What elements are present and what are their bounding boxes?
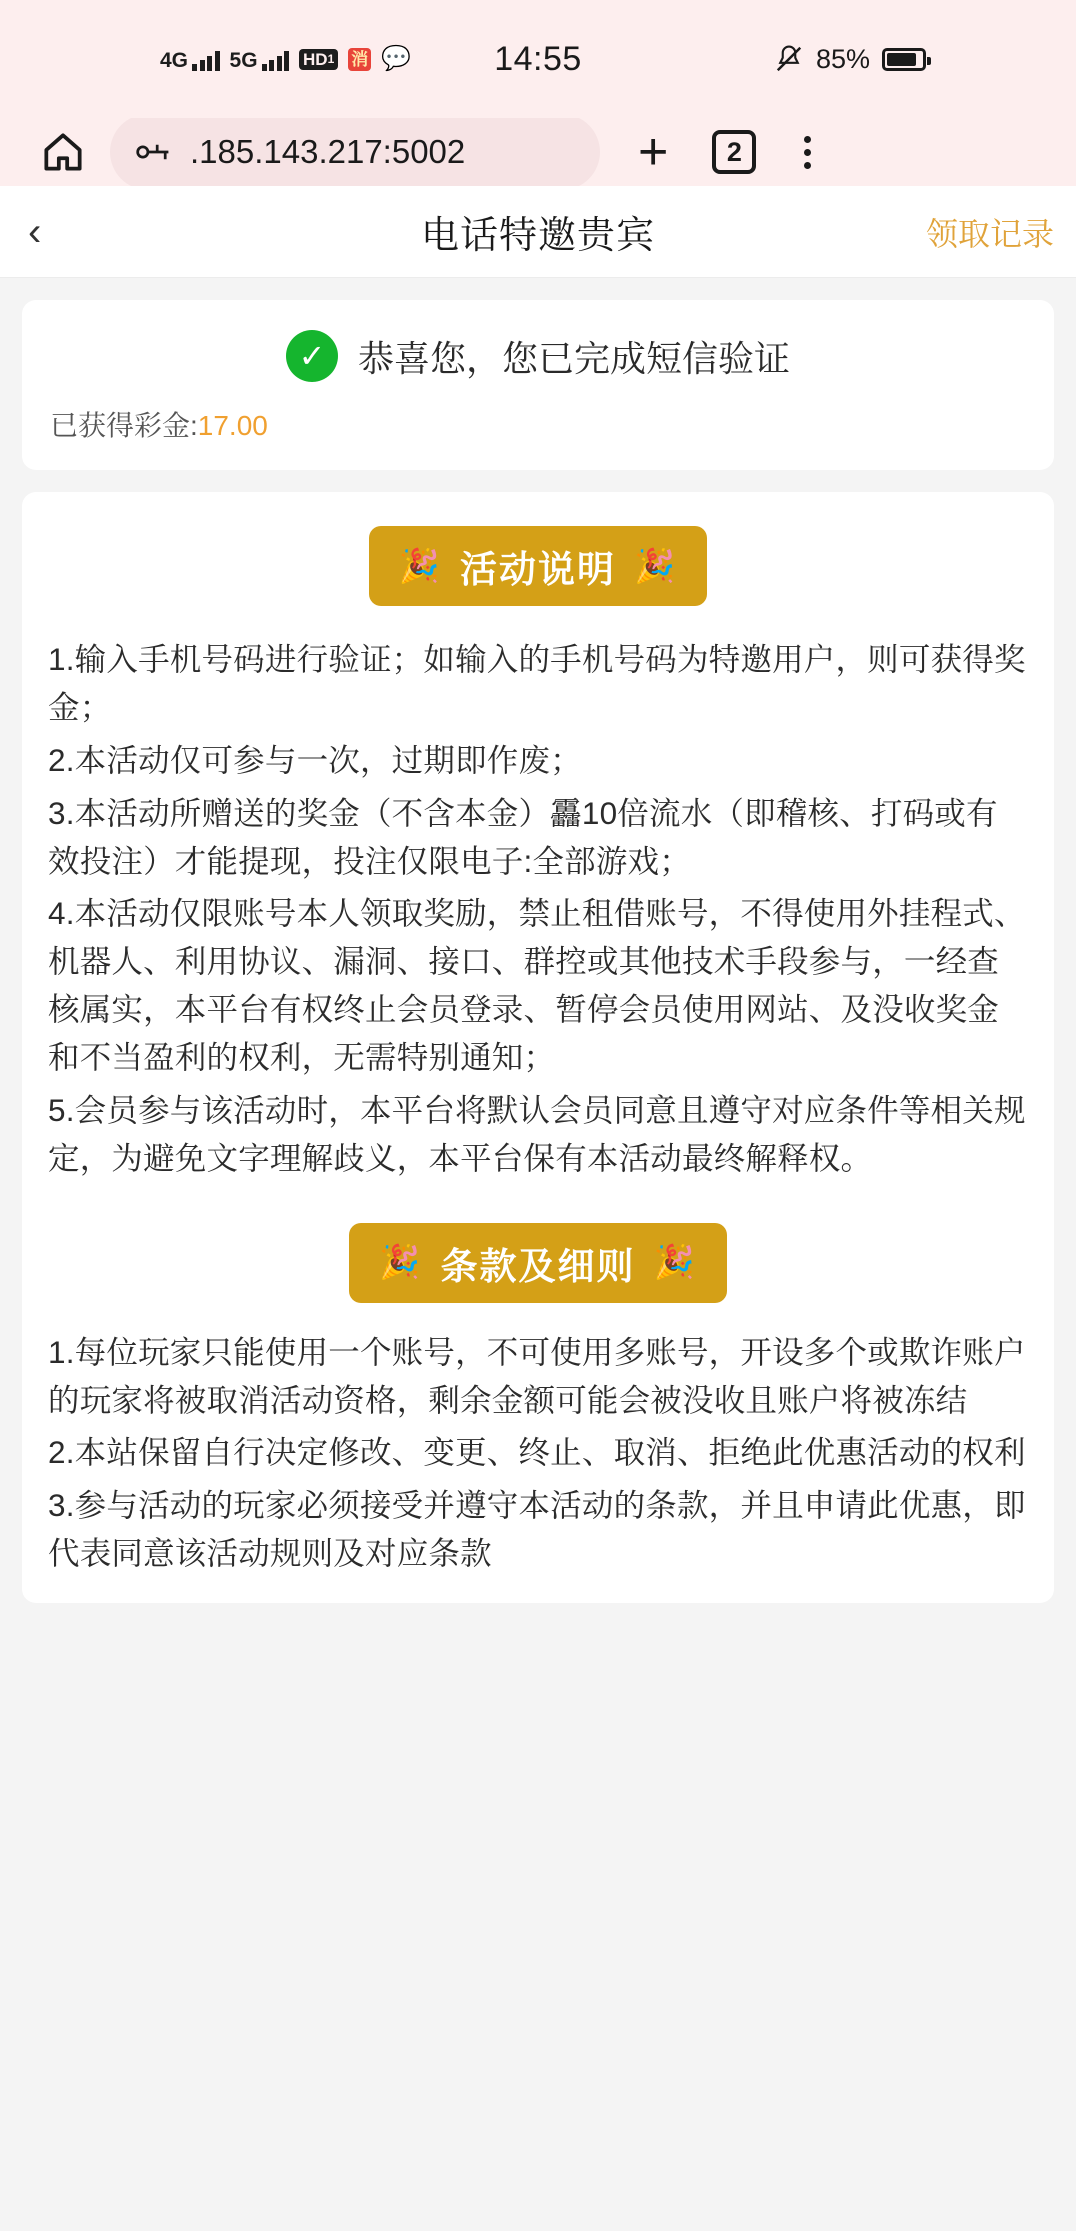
browser-toolbar [0, 118, 1076, 186]
hd-voice-icon [299, 49, 338, 70]
status-bar-right [774, 0, 926, 118]
mute-bell-icon [774, 42, 804, 76]
activity-rules-text [48, 636, 1028, 1183]
notification-badge-icon [348, 48, 371, 71]
address-bar[interactable] [110, 114, 600, 190]
terms-paragraph: 3.参与活动的玩家必须接受并遵守本活动的条款，并且申请此优惠，即代表同意该活动规则及对应条款 [48, 1487, 1026, 1572]
home-icon[interactable] [36, 125, 90, 179]
bonus-amount: 17.00 [197, 410, 268, 441]
address-bar-url: .185.143.217:5002 [190, 133, 466, 170]
hd-label: HD [303, 49, 328, 69]
success-message: 恭喜您，您已完成短信验证 [357, 337, 790, 379]
terms-paragraph: 2.本站保留自行决定修改、变更、终止、取消、拒绝此优惠活动的权利 [48, 1434, 1026, 1471]
rule-paragraph: 2.本活动仅可参与一次，过期即作废； [48, 741, 582, 778]
hd-sub-label: 1 [327, 52, 335, 66]
status-bar [0, 0, 1076, 118]
tab-switcher-button[interactable]: 2 [712, 130, 756, 174]
bonus-label: 已获得彩金: [50, 410, 198, 441]
permissions-icon [134, 136, 174, 168]
battery-icon [882, 48, 926, 71]
signal-bars-5g [262, 49, 290, 71]
terms-text [48, 1329, 1028, 1578]
status-bar-clock: 14:55 [494, 39, 582, 78]
status-bar-left [160, 0, 411, 118]
rule-paragraph: 3.本活动所赠送的奖金（不含本金）靐10倍流水（即稽核、打码或有效投注）才能提现，投注仅限电子:全部游戏； [48, 794, 998, 879]
page-title: 电话特邀贵宾 [420, 215, 655, 257]
success-row [50, 330, 1026, 382]
success-check-icon: ✓ [286, 330, 338, 382]
bonus-row [50, 404, 1026, 444]
notification-badge-label: 消 [351, 49, 369, 69]
party-popper-icon-left: 🎉 [379, 1243, 423, 1281]
activity-rules-title: 活动说明 [460, 549, 616, 590]
terms-title: 条款及细则 [440, 1245, 636, 1287]
network-4g-label: 4G [160, 48, 189, 72]
rule-paragraph: 4.本活动仅限账号本人领取奖励，禁止租借账号，不得使用外挂程式、机器人、利用协议、漏洞、接口、群控或其他技术手段参与，一经查核属实，本平台有权终止会员登录、暂停会员使用网站、及没收奖金和不当盈利的权利，无需特别通知； [48, 895, 1026, 1075]
terms-paragraph: 1.每位玩家只能使用一个账号，不可使用多账号，开设多个或欺诈账户的玩家将被取消活动资格，剩余金额可能会被没收且账户将被冻结 [48, 1333, 1026, 1418]
network-5g-label: 5G [229, 48, 258, 72]
verification-status-card [22, 300, 1054, 470]
page-content [0, 278, 1076, 2231]
message-icon: 💬 [381, 45, 412, 72]
browser-menu-icon[interactable] [804, 136, 811, 169]
battery-percentage: 85% [815, 43, 870, 74]
rule-paragraph: 1.输入手机号码进行验证；如输入的手机号码为特邀用户，则可获得奖金； [48, 641, 1026, 725]
signal-4g-icon [160, 48, 220, 71]
activity-rules-heading [48, 526, 1028, 606]
party-popper-icon-right: 🎉 [634, 546, 678, 584]
rule-paragraph: 5.会员参与该活动时，本平台将默认会员同意且遵守对应条件等相关规定，为避免文字理解歧义，本平台保有本活动最终解释权。 [48, 1091, 1026, 1176]
party-popper-icon-right: 🎉 [653, 1243, 697, 1281]
terms-heading [48, 1223, 1028, 1303]
back-button[interactable]: ‹ [28, 209, 42, 254]
signal-5g-icon [230, 48, 290, 71]
party-popper-icon-left: 🎉 [398, 546, 442, 584]
page-header [0, 186, 1076, 278]
new-tab-button[interactable]: + [638, 123, 669, 181]
rules-card [22, 492, 1054, 1603]
signal-bars-4g [192, 49, 220, 71]
claim-records-link[interactable]: 领取记录 [925, 215, 1054, 252]
